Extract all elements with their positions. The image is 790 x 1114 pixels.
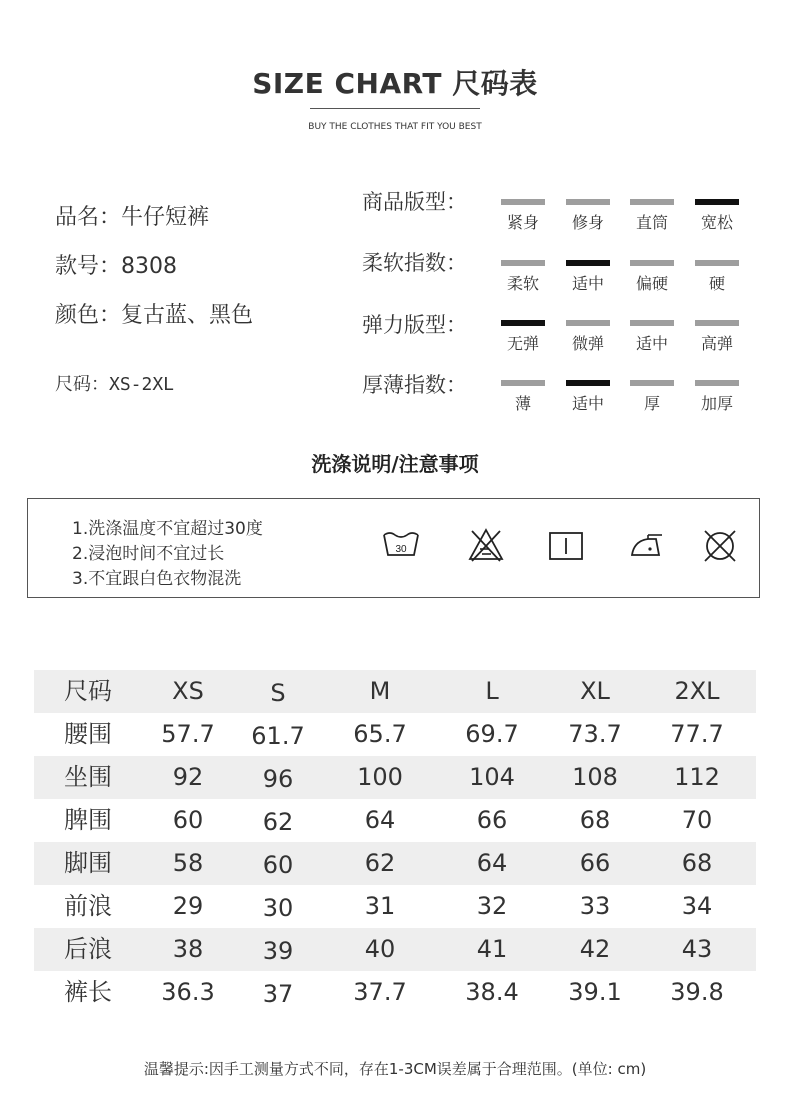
tumble-dry-icon: [546, 525, 586, 565]
attribute-option-label: 柔软: [506, 274, 539, 293]
table-row: [34, 756, 756, 799]
table-header-row: [34, 670, 756, 713]
table-cell: 42: [579, 935, 611, 963]
table-cell: 62: [262, 808, 294, 836]
indicator-bar: [630, 260, 674, 266]
wash-30-icon: [381, 525, 421, 565]
product-name: 品名：牛仔短裤: [55, 205, 210, 230]
attribute-option-label: 直筒: [635, 213, 668, 232]
attribute-option-label: 适中: [571, 274, 604, 293]
row-label-cell: 前浪: [64, 892, 112, 920]
indicator-bar: [566, 199, 610, 205]
table-cell: 92: [172, 763, 204, 791]
table-cell: 37: [262, 980, 294, 1008]
attribute-option-label: 宽松: [700, 213, 733, 232]
attribute-label: 柔软指数：: [362, 251, 467, 275]
table-cell: 69.7: [465, 720, 519, 748]
attribute-option: [695, 380, 739, 414]
indicator-bar: [566, 320, 610, 326]
table-cell: 77.7: [670, 720, 724, 748]
attribute-option-label: 适中: [571, 394, 604, 413]
indicator-bar: [695, 260, 739, 266]
indicator-bar: [501, 199, 545, 205]
attribute-option-label: 紧身: [506, 213, 539, 232]
row-label-cell: 坐围: [64, 763, 112, 791]
table-cell: 64: [364, 806, 396, 834]
row-label-cell: 裤长: [64, 978, 112, 1006]
iron-icon: [626, 525, 666, 565]
indicator-bar: [501, 380, 545, 386]
table-cell: 38.4: [465, 978, 519, 1006]
indicator-bar: [695, 380, 739, 386]
table-cell: 60: [172, 806, 204, 834]
table-cell: 33: [579, 892, 611, 920]
product-color: 颜色：复古蓝、黑色: [55, 303, 254, 328]
product-size-range: 尺码：XS-2XL: [55, 374, 175, 395]
attribute-option: [501, 199, 545, 233]
attribute-option: [630, 380, 674, 414]
table-row: [34, 971, 756, 1014]
table-cell: 64: [476, 849, 508, 877]
attribute-option-label: 修身: [571, 213, 604, 232]
table-cell: 31: [364, 892, 396, 920]
table-cell: 29: [172, 892, 204, 920]
table-header-cell: S: [270, 679, 286, 707]
table-row: [34, 928, 756, 971]
row-label-cell: 后浪: [64, 935, 112, 963]
table-cell: 70: [681, 806, 713, 834]
attribute-option-label: 适中: [635, 334, 668, 353]
attribute-option-label: 薄: [514, 394, 531, 413]
table-cell: 68: [681, 849, 713, 877]
table-cell: 36.3: [161, 978, 215, 1006]
indicator-bar: [695, 320, 739, 326]
attribute-option: [695, 260, 739, 294]
care-title: 洗涤说明/注意事项: [311, 452, 479, 476]
title-divider: [310, 108, 480, 109]
table-cell: 96: [262, 765, 294, 793]
table-header-cell: 2XL: [674, 677, 720, 705]
table-cell: 112: [674, 763, 720, 791]
table-row: [34, 842, 756, 885]
attribute-label: 厚薄指数：: [362, 373, 467, 397]
table-header-cell: XL: [580, 677, 610, 705]
table-cell: 41: [476, 935, 508, 963]
care-line-1: 1.洗涤温度不宜超过30度: [72, 519, 263, 539]
attribute-label: 弹力版型：: [362, 313, 467, 337]
table-cell: 62: [364, 849, 396, 877]
attribute-option-label: 硬: [708, 274, 725, 293]
table-cell: 60: [262, 851, 294, 879]
attribute-option: [630, 199, 674, 233]
table-cell: 57.7: [161, 720, 215, 748]
indicator-bar-selected: [566, 260, 610, 266]
attribute-option: [630, 320, 674, 354]
attribute-option: [566, 199, 610, 233]
page-title: SIZE CHART 尺码表: [252, 67, 538, 100]
page-subtitle: BUY THE CLOTHES THAT FIT YOU BEST: [308, 122, 482, 132]
care-line-2: 2.浸泡时间不宜过长: [72, 544, 225, 564]
indicator-bar-selected: [695, 199, 739, 205]
row-label-cell: 腰围: [64, 720, 112, 748]
attribute-option: [566, 380, 610, 414]
table-row: [34, 799, 756, 842]
table-header-cell: 尺码: [64, 677, 112, 705]
table-cell: 61.7: [251, 722, 305, 750]
indicator-bar-selected: [566, 380, 610, 386]
wash-temp-label: 30: [395, 544, 407, 555]
attribute-label: 商品版型：: [362, 190, 467, 214]
table-cell: 40: [364, 935, 396, 963]
table-header-cell: L: [485, 677, 499, 705]
table-cell: 32: [476, 892, 508, 920]
attribute-option: [501, 380, 545, 414]
table-row: [34, 713, 756, 756]
attribute-option: [566, 320, 610, 354]
attribute-option: [501, 320, 545, 354]
table-cell: 43: [681, 935, 713, 963]
attribute-option-label: 微弹: [571, 334, 604, 353]
attribute-option: [695, 199, 739, 233]
attribute-option: [501, 260, 545, 294]
attribute-option: [695, 320, 739, 354]
no-bleach-icon: [466, 525, 506, 565]
indicator-bar: [501, 260, 545, 266]
table-cell: 66: [476, 806, 508, 834]
table-cell: 65.7: [353, 720, 407, 748]
table-cell: 39: [262, 937, 294, 965]
footnote: 温馨提示:因手工测量方式不同，存在1-3CM误差属于合理范围。(单位: cm): [143, 1060, 647, 1078]
attribute-option-label: 厚: [643, 394, 660, 413]
table-cell: 34: [681, 892, 713, 920]
attribute-option-label: 高弹: [700, 334, 733, 353]
table-cell: 39.1: [568, 978, 622, 1006]
indicator-bar: [630, 199, 674, 205]
row-label-cell: 脚围: [64, 849, 112, 877]
product-number: 款号：8308: [55, 254, 177, 279]
table-header-cell: XS: [172, 677, 204, 705]
indicator-bar-selected: [501, 320, 545, 326]
attribute-option-label: 偏硬: [635, 274, 668, 293]
table-row: [34, 885, 756, 928]
table-cell: 100: [357, 763, 403, 791]
table-cell: 58: [172, 849, 204, 877]
table-cell: 38: [172, 935, 204, 963]
care-line-3: 3.不宜跟白色衣物混洗: [72, 569, 242, 589]
table-cell: 39.8: [670, 978, 724, 1006]
table-cell: 104: [469, 763, 515, 791]
table-cell: 30: [262, 894, 294, 922]
row-label-cell: 脾围: [64, 806, 112, 834]
attribute-option-label: 无弹: [506, 334, 539, 353]
table-cell: 73.7: [568, 720, 622, 748]
table-cell: 37.7: [353, 978, 407, 1006]
indicator-bar: [630, 320, 674, 326]
indicator-bar: [630, 380, 674, 386]
table-cell: 66: [579, 849, 611, 877]
table-cell: 68: [579, 806, 611, 834]
no-dry-clean-icon: [700, 525, 740, 565]
attribute-option-label: 加厚: [700, 394, 733, 413]
attribute-option: [566, 260, 610, 294]
attribute-option: [630, 260, 674, 294]
table-cell: 108: [572, 763, 618, 791]
table-header-cell: M: [369, 677, 391, 705]
